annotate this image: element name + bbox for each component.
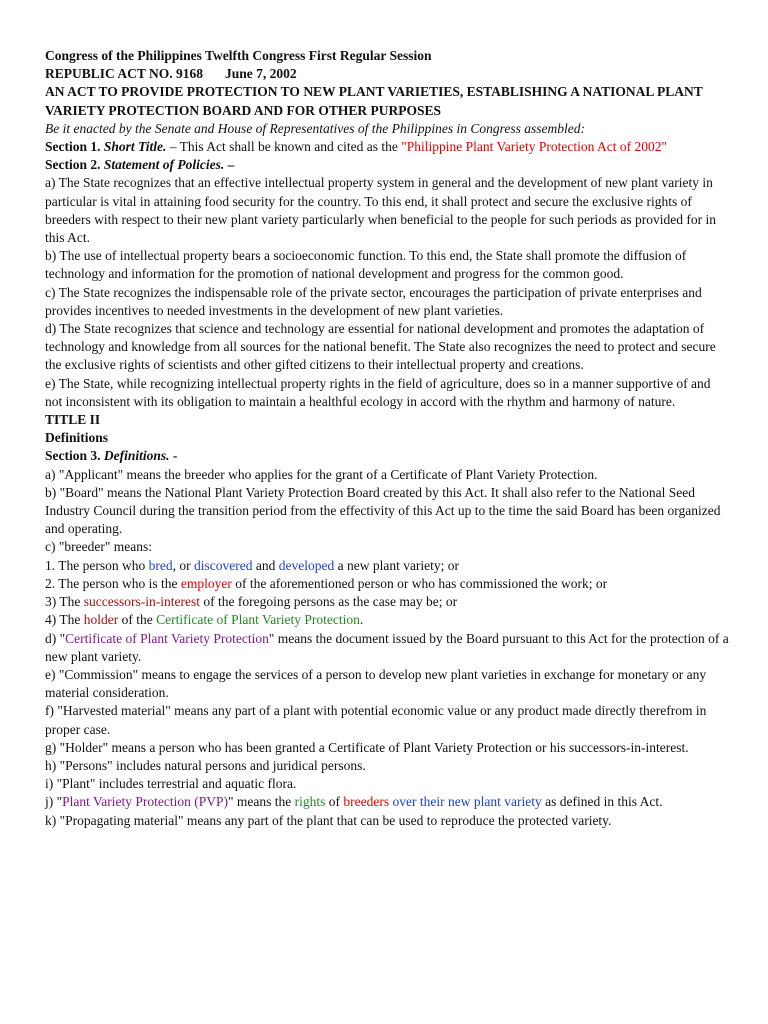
breeder-item-4 xyxy=(45,611,730,629)
breeder-item-2-post: of the aforementioned person or who has commissioned the work; or xyxy=(231,575,608,591)
definition-j-pre: j) " xyxy=(45,794,63,810)
breeder-item-1-pre: 1. The person who xyxy=(45,557,149,573)
section-2-label: Section 2. xyxy=(45,157,101,173)
definition-j-post: as defined in this Act. xyxy=(541,794,663,810)
definition-j-mid1: " means the xyxy=(228,794,295,810)
definition-c: c) "breeder" means: xyxy=(45,539,152,555)
term-breeders: breeders xyxy=(343,794,390,810)
policy-e: e) The State, while recognizing intellectual property rights in the field of agriculture, does so in a manner supportive of and not inconsistent with its obligation to maintain a healthful ecology in accord with the rhythm and harmony of nature. xyxy=(45,375,711,409)
term-bred: bred xyxy=(148,557,173,573)
term-holder: holder xyxy=(83,612,119,628)
definition-d xyxy=(45,630,730,666)
section-3-dash: - xyxy=(169,448,178,464)
title-ii-name: Definitions xyxy=(45,430,109,446)
policy-d: d) The State recognizes that science and technology are essential for national development and promotes the adaptation of technology and knowledge from all sources for the national benefit. The State also recognizes the need to protect and secure the exclusive rights of scientists and other gifted citizens to their intellectual property and creations. xyxy=(45,321,716,373)
term-certificate-pvp: Certificate of Plant Variety Protection xyxy=(65,630,269,646)
term-discovered: discovered xyxy=(194,557,253,573)
section-2-title: Statement of Policies. xyxy=(103,157,225,173)
section-1 xyxy=(45,138,730,156)
definition-k: k) "Propagating material" means any part of the plant that can be used to reproduce the protected variety. xyxy=(45,812,612,828)
policy-c: c) The State recognizes the indispensable role of the private sector, encourages the participation of private enterprises and provides incentives to needed investments in the development of new plant varieties. xyxy=(45,284,702,318)
act-title: AN ACT TO PROVIDE PROTECTION TO NEW PLANT VARIETIES, ESTABLISHING A NATIONAL PLANT VARIETY PROTECTION BOARD AND FOR OTHER PURPOSES xyxy=(45,84,703,118)
section-1-label: Section 1. xyxy=(45,139,101,155)
congress-session-heading: Congress of the Philippines Twelfth Congress First Regular Session xyxy=(45,48,432,63)
term-certificate: Certificate of Plant Variety Protection xyxy=(156,612,360,628)
policy-a: a) The State recognizes that an effective intellectual property system in general and the development of new plant variety in particular is vital in attaining food security for the country. To this end, it shall protect and secure the exclusive rights of breeders with respect to their new plant variety particularly when beneficial to the people for such periods as provided for in this Act. xyxy=(45,175,717,246)
ra-number: REPUBLIC ACT NO. 9168 xyxy=(45,66,204,82)
act-number-line xyxy=(45,65,730,83)
section-3-title: Definitions. xyxy=(103,448,170,464)
term-developed: developed xyxy=(278,557,335,573)
definition-i: i) "Plant" includes terrestrial and aquatic flora. xyxy=(45,776,297,792)
definition-d-post: " means the document issued by the Board pursuant to this Act for the protection of a new plant variety. xyxy=(45,630,729,664)
section-1-title: Short Title. xyxy=(103,139,167,155)
definition-g: g) "Holder" means a person who has been granted a Certificate of Plant Variety Protection or his successors-in-interest. xyxy=(45,739,689,755)
definition-h: h) "Persons" includes natural persons and juridical persons. xyxy=(45,757,366,773)
act-date: June 7, 2002 xyxy=(225,66,297,82)
definition-e: e) "Commission" means to engage the services of a person to develop new plant varieties in exchange for monetary or any material consideration. xyxy=(45,666,707,701)
breeder-item-1-sep1: , or xyxy=(172,557,194,573)
breeder-item-2-pre: 2. The person who is the xyxy=(45,575,181,591)
definition-j xyxy=(45,793,730,811)
definition-a: a) "Applicant" means the breeder who applies for the grant of a Certificate of Plant Variety Protection. xyxy=(45,466,598,482)
term-over-new-plant-variety: over their new plant variety xyxy=(392,794,542,810)
title-ii-label: TITLE II xyxy=(45,412,101,428)
breeder-item-3-post: of the foregoing persons as the case may be; or xyxy=(199,594,458,610)
term-plant-variety-protection: Plant Variety Protection (PVP) xyxy=(62,794,229,810)
definition-b: b) "Board" means the National Plant Variety Protection Board created by this Act. It shall also refer to the National Seed Industry Council during the transition period from the effectivity of this Act up to the time the said Board has been organized and operating. xyxy=(45,484,721,537)
document-page xyxy=(45,47,730,830)
term-rights: rights xyxy=(294,794,326,810)
breeder-item-3-pre: 3) The xyxy=(45,594,84,610)
breeder-item-3 xyxy=(45,593,730,611)
breeder-item-4-mid: of the xyxy=(118,612,157,628)
section-3-label: Section 3. xyxy=(45,448,101,464)
definition-j-mid2: of xyxy=(325,794,344,810)
section-1-act-name: "Philippine Plant Variety Protection Act of 2002" xyxy=(401,139,667,155)
breeder-item-4-post: . xyxy=(359,612,364,628)
section-2-heading xyxy=(45,156,730,174)
section-2-dash: – xyxy=(224,157,235,173)
term-successors-in-interest: successors-in-interest xyxy=(83,594,200,610)
breeder-item-4-pre: 4) The xyxy=(45,612,84,628)
breeder-item-1 xyxy=(45,557,730,575)
section-1-text: – This Act shall be known and cited as the xyxy=(166,139,402,155)
breeder-item-1-post: a new plant variety; or xyxy=(334,557,460,573)
breeder-item-2 xyxy=(45,575,730,593)
definition-f: f) "Harvested material" means any part of a plant with potential economic value or any product made directly therefrom in proper case. xyxy=(45,703,707,737)
definition-d-pre: d) " xyxy=(45,630,66,646)
section-3-heading xyxy=(45,447,730,465)
policy-b: b) The use of intellectual property bears a socioeconomic function. To this end, the State shall promote the diffusion of technology and information for the promotion of national development and progress for the common good. xyxy=(45,248,687,282)
term-employer: employer xyxy=(180,575,232,591)
breeder-item-1-sep2: and xyxy=(252,557,279,573)
enacting-clause: Be it enacted by the Senate and House of Representatives of the Philippines in Congress assembled: xyxy=(45,120,586,136)
